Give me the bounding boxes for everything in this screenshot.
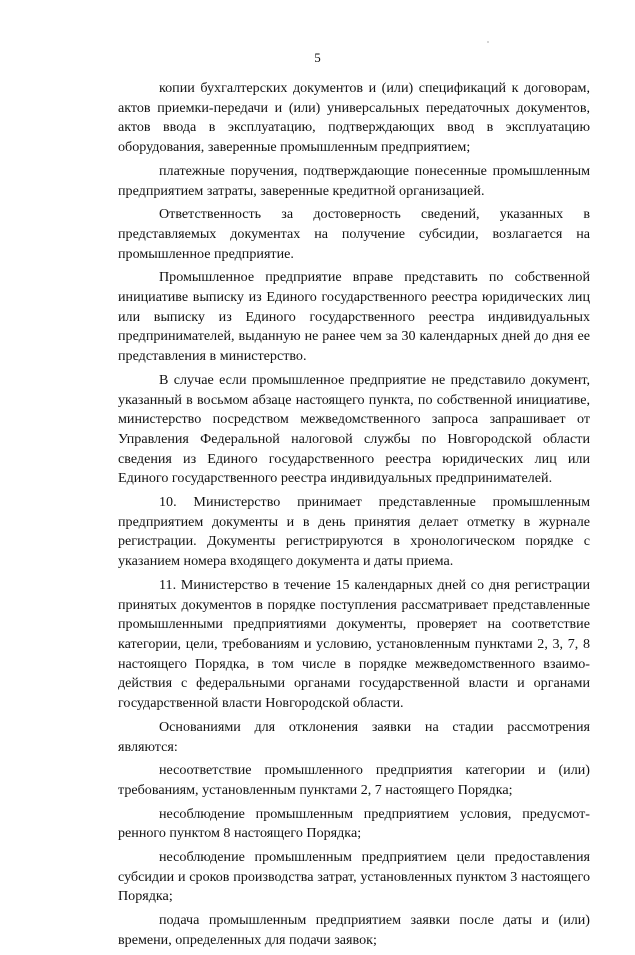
document-body [118, 79, 590, 955]
paragraph-ground-late-submission: подача промышленным предприятием заявки после даты и (или) времени, определенных для подачи заявок; [118, 912, 590, 948]
paragraph-ground-condition: несоблюдение промышленным предприятием условия, предусмотренного пунктом 8 настоящего Порядка; [118, 805, 590, 842]
paragraph-ground-purpose: несоблюдение промышленным предприятием цели предоставления субсидии и сроков производства затрат, установленных пунктом 3 настоящего Порядка; [118, 849, 590, 905]
paragraph-payment-orders: платежные поручения, подтверждающие понесенные промышленным предприятием затраты, заверенные кредитной организацией. [118, 162, 590, 199]
paragraph-responsibility: Ответственность за достоверность сведений, указанных в представляемых документах на получение субсидии, возлагается на промышленное предприятие. [118, 206, 590, 262]
paragraph-item-10: 10. Министерство принимает представленные промышленным предприятием документы и в день принятия делает отметку в журнале регистрации. Документы регистрируются в хронологическом порядке с указанием номера входящего документа и даты приема. [118, 494, 590, 570]
paragraph-item-11: 11. Министерство в течение 15 календарных дней со дня регистрации принятых документов в порядке поступления рассматривает представленные промышленными предприятиями документы, проверяет на соответствие категории, цели, требованиям и условию, установленным пунктами 2, 3, 7, 8 настоящего Порядка, в том числе в порядке межведомственного взаимодействия с федеральными органами государственной власти и органами государственной власти Новгородской области. [118, 576, 590, 712]
paragraph-interagency-request: В случае если промышленное предприятие не представило документ, указанный в восьмом абзаце настоящего пункта, по собственной инициативе, министерство посредством межведомственного запроса запрашивает от Управления Федеральной налоговой службы по Новгородской области сведения из Единого государственного реестра юридических лиц или Единого государственного реестра индивидуальных предпринимателей. [118, 371, 590, 487]
scan-speck [487, 41, 489, 43]
paragraph-rejection-grounds: Основаниями для отклонения заявки на стадии рассмотрения являются: [118, 718, 590, 755]
paragraph-accounting-docs: копии бухгалтерских документов и (или) спецификаций к договорам, актов приемки-передачи и (или) универсальных передаточных документов, актов ввода в эксплуатацию, подтверждающих ввод в эксплуатацию оборудования, заверенные промышленным предприятием; [118, 80, 590, 156]
page-number: 5 [314, 50, 321, 65]
paragraph-registry-extract: Промышленное предприятие вправе представить по собственной инициативе выписку из Единого государственного реестра юридических лиц или выписку из Единого государственного реестра индивидуальных предпринимателей, выданную не ранее чем за 30 календарных дней до дня ее представления в министерство. [118, 269, 590, 365]
paragraph-ground-category: несоответствие промышленного предприятия категории и (или) требованиям, установленным пунктами 2, 7 настоящего Порядка; [118, 762, 590, 798]
